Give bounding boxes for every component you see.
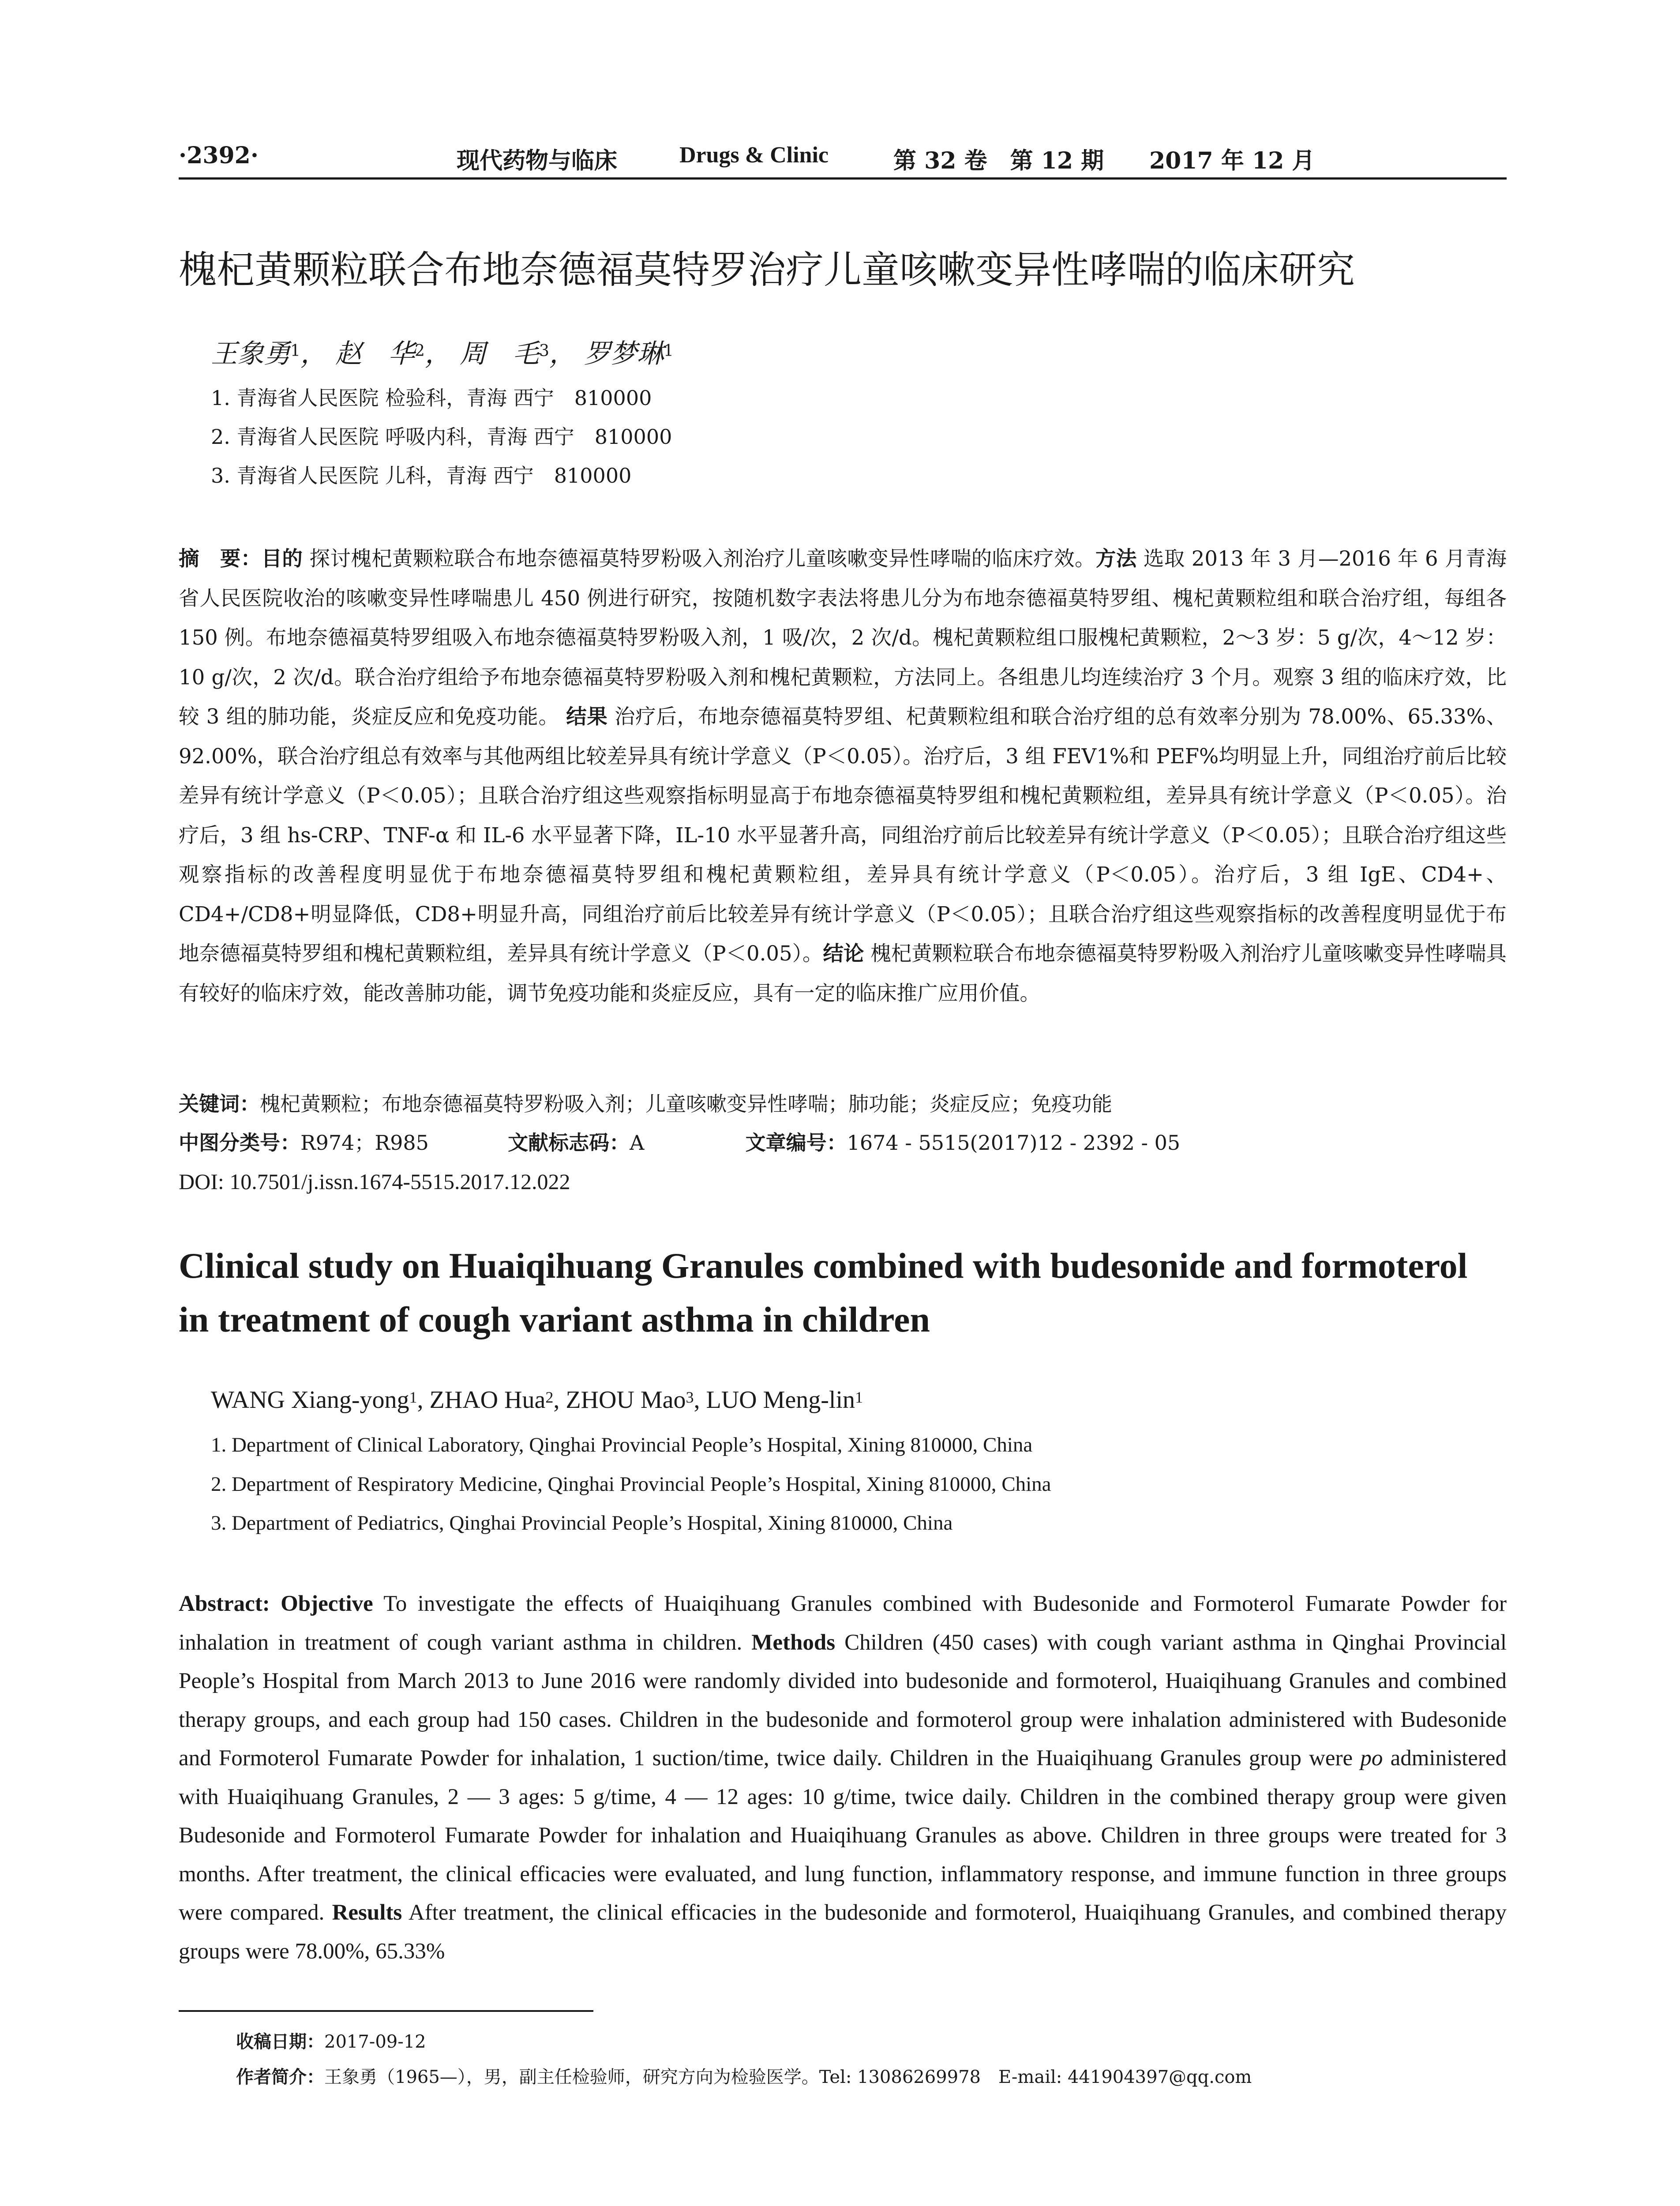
en-title: Clinical study on Huaiqihuang Granules combined with budesonide and formoterol in treatment of cough variant asthma in children: [179, 1246, 1468, 1339]
received-label: 收稿日期：: [236, 2032, 324, 2052]
en-methods-label: Methods: [751, 1630, 836, 1655]
en-author-affil-mark: 2: [545, 1388, 554, 1406]
received-date: 2017-09-12: [324, 2032, 426, 2052]
en-author-list: WANG Xiang-yong$^1$, ZHAO Hua$^2$, ZHOU Mao$^3$, LUO Meng-lin$^1$: [211, 1386, 863, 1414]
cn-results-text: 治疗后，布地奈德福莫特罗组、杞黄颗粒组和联合治疗组的总有效率分别为 78.00%、65.33%、92.00%，联合治疗组总有效率与其他两组比较差异具有统计学意义（P＜0.05）。治疗后，3 组 FEV1%和 PEF%均明显上升，同组治疗前后比较差异有统计学意义（P＜0.05）；且联合治疗组这些观察指标明显高于布地奈德福莫特罗组和槐杞黄颗粒组，差异具有统计学意义（P＜0.05）。治疗后，3 组 hs-CRP、TNF-α 和 IL-6 水平显著下降，IL-10 水平显著升高，同组治疗前后比较差异有统计学意义（P＜0.05）；且联合治疗组这些观察指标的改善程度明显优于布地奈德福莫特罗组和槐杞黄颗粒组，差异具有统计学意义（P＜0.05）。治疗后，3 组 IgE、CD4+、CD4+/CD8+明显降低，CD8+明显升高，同组治疗前后比较差异有统计学意义（P＜0.05）；且联合治疗组这些观察指标的改善程度明显优于布地奈德福莫特罗组和槐杞黄颗粒组，差异具有统计学意义（P＜0.05）。: [179, 705, 1507, 965]
header-rule: [179, 177, 1507, 180]
cn-classification-line: [179, 1129, 1180, 1156]
en-author: ZHAO Hua: [429, 1386, 546, 1414]
cn-author-affil-mark: 3: [539, 342, 549, 360]
cn-affiliation: 2. 青海省人民医院 呼吸内科，青海 西宁 810000: [211, 425, 672, 449]
en-results-label: Results: [332, 1900, 402, 1925]
cn-methods-label: 方法: [1095, 547, 1137, 570]
en-author: LUO Meng-lin: [706, 1386, 855, 1414]
cn-results-label: 结果: [566, 705, 608, 728]
cn-abstract: [179, 539, 1507, 1013]
journal-name-cn: 现代药物与临床: [457, 147, 618, 174]
en-abstract: [179, 1585, 1507, 1971]
cn-methods-text: 选取 2013 年 3 月—2016 年 6 月青海省人民医院收治的咳嗽变异性哮喘患儿 450 例进行研究，按随机数字表法将患儿分为布地奈德福莫特罗组、槐杞黄颗粒组和联合治疗组，每组各 150 例。布地奈德福莫特罗组吸入布地奈德福莫特罗粉吸入剂，1 吸/次，2 次/d。槐杞黄颗粒组口服槐杞黄颗粒，2～3 岁：5 g/次，4～12 岁：10 g/次，2 次/d。联合治疗组给予布地奈德福莫特罗粉吸入剂和槐杞黄颗粒，方法同上。各组患儿均连续治疗 3 个月。观察 3 组的临床疗效，比较 3 组的肺功能，炎症反应和免疫功能。: [179, 547, 1507, 728]
doc-code: A: [630, 1131, 645, 1155]
page-number: ·2392·: [179, 142, 259, 169]
en-objective-text: To investigate the effects of Huaiqihuang Granules combined with Budesonide and Formoterol Fumarate Powder for inhalation in treatment of cough variant asthma in children.: [179, 1591, 1507, 1655]
cn-abstract-label: 摘 要：: [179, 547, 262, 570]
en-author-affil-mark: 1: [855, 1388, 863, 1406]
running-header: [179, 142, 1507, 177]
en-affiliation: 3. Department of Pediatrics, Qinghai Provincial People’s Hospital, Xining 810000, China: [211, 1512, 953, 1534]
cn-author: 罗梦琳: [584, 338, 664, 369]
cn-author-list: 王象勇$^1$， 赵 华$^2$， 周 毛$^3$， 罗梦琳$^1$: [211, 338, 674, 369]
cn-affiliation: 3. 青海省人民医院 儿科，青海 西宁 810000: [211, 464, 632, 488]
cn-objective-text: 探讨槐杞黄颗粒联合布地奈德福莫特罗粉吸入剂治疗儿童咳嗽变异性哮喘的临床疗效。: [309, 547, 1095, 570]
cn-objective-label: 目的: [261, 547, 303, 570]
cn-keywords-label: 关键词：: [179, 1092, 260, 1116]
article-no-label: 文章编号：: [745, 1131, 847, 1155]
cn-author: 王象勇: [211, 338, 290, 369]
received-date-note: [236, 2030, 426, 2054]
en-methods-text-cont: administered with Huaiqihuang Granules, 2 — 3 ages: 5 g/time, 4 — 12 ages: 10 g/time, twice daily. Children in the combined therapy group were given Budesonide and Formoterol Fumarate Powder for inhalation and Huaiqihuang Granules as above. Children in three groups were treated for 3 months. After treatment, the clinical efficacies were evaluated, and lung function, inflammatory response, and immune function in three groups were compared.: [179, 1746, 1507, 1925]
cn-title: 槐杞黄颗粒联合布地奈德福莫特罗治疗儿童咳嗽变异性哮喘的临床研究: [179, 248, 1355, 292]
en-author: ZHOU Mao: [566, 1386, 686, 1414]
en-author-affil-mark: 3: [686, 1388, 694, 1406]
en-affiliation: 2. Department of Respiratory Medicine, Qinghai Provincial People’s Hospital, Xining 810000, China: [211, 1473, 1051, 1496]
clc-label: 中图分类号：: [179, 1131, 300, 1155]
en-author: WANG Xiang-yong: [211, 1386, 409, 1414]
issue-date: 2017 年 12 月: [1149, 147, 1315, 174]
clc-code: R974；R985: [300, 1131, 429, 1155]
en-abstract-objective-label: Abstract: Objective: [179, 1591, 373, 1616]
cn-affiliation: 1. 青海省人民医院 检验科，青海 西宁 810000: [211, 386, 652, 410]
author-bio: 王象勇（1965—），男，副主任检验师，研究方向为检验医学。Tel: 13086269978 E-mail: 441904397@qq.com: [324, 2067, 1252, 2087]
cn-author: 赵 华: [335, 338, 415, 369]
journal-name-en: Drugs & Clinic: [679, 143, 829, 168]
cn-conclusion-text: 槐杞黄颗粒联合布地奈德福莫特罗粉吸入剂治疗儿童咳嗽变异性哮喘具有较好的临床疗效，能改善肺功能，调节免疫功能和炎症反应，具有一定的临床推广应用价值。: [179, 942, 1507, 1005]
cn-author: 周 毛: [459, 338, 539, 369]
cn-conclusion-label: 结论: [823, 942, 864, 965]
en-results-text: After treatment, the clinical efficacies in the budesonide and formoterol, Huaiqihuang Granules, and combined therapy groups were 78.00%, 65.33%: [179, 1900, 1507, 1964]
en-methods-text: Children (450 cases) with cough variant asthma in Qinghai Provincial People’s Hospital from March 2013 to June 2016 were randomly divided into budesonide and formoterol, Huaiqihuang Granules and combined therapy groups, and each group had 150 cases. Children in the budesonide and formoterol group were inhalation administered with Budesonide and Formoterol Fumarate Powder for inhalation, 1 suction/time, twice daily. Children in the Huaiqihuang Granules group were: [179, 1630, 1507, 1771]
cn-author-affil-mark: 1: [290, 342, 300, 360]
en-methods-route: po: [1360, 1746, 1383, 1771]
article-no: 1674 - 5515(2017)12 - 2392 - 05: [847, 1131, 1181, 1155]
author-bio-label: 作者简介：: [236, 2067, 324, 2087]
en-affiliation: 1. Department of Clinical Laboratory, Qinghai Provincial People’s Hospital, Xining 810000, China: [211, 1433, 1033, 1456]
doi: DOI: 10.7501/j.issn.1674-5515.2017.12.022: [179, 1169, 570, 1194]
cn-author-affil-mark: 2: [414, 342, 425, 360]
volume-issue: 第 32 卷 第 12 期: [893, 147, 1104, 174]
cn-keywords-line: [179, 1091, 1112, 1117]
cn-author-affil-mark: 1: [663, 342, 674, 360]
doc-code-label: 文献标志码：: [508, 1131, 630, 1155]
author-bio-note: [236, 2065, 1252, 2090]
footnote-rule: [179, 2010, 593, 2012]
cn-keywords: 槐杞黄颗粒；布地奈德福莫特罗粉吸入剂；儿童咳嗽变异性哮喘；肺功能；炎症反应；免疫功能: [260, 1092, 1112, 1116]
en-author-affil-mark: 1: [409, 1388, 417, 1406]
